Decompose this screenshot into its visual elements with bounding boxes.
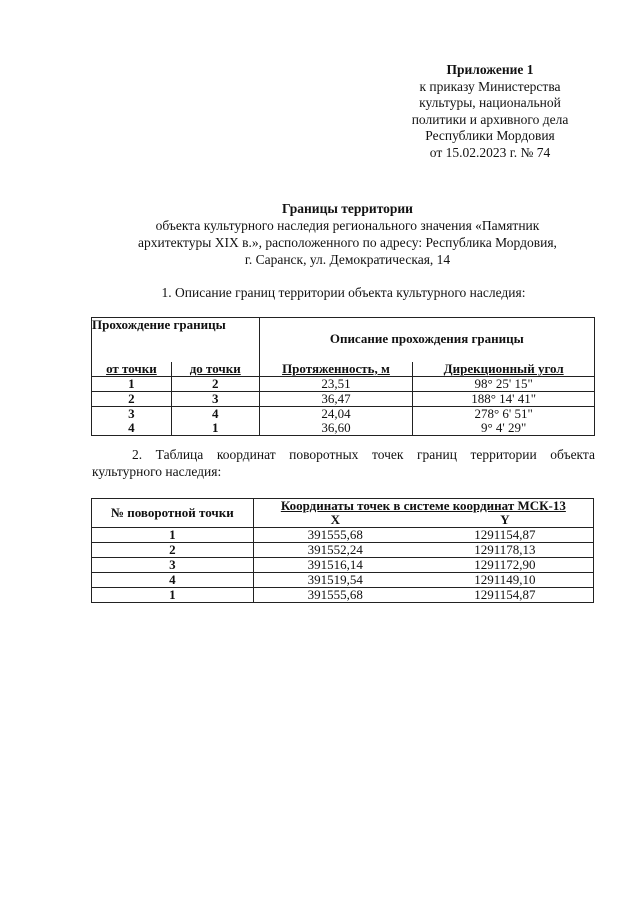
appendix-line: Республики Мордовия [425, 128, 555, 143]
table-row [92, 588, 594, 603]
cell-x: 391552,24 [253, 543, 417, 558]
appendix-line: политики и архивного дела [411, 111, 569, 127]
table-row [92, 543, 594, 558]
cell-length: 36,60 [259, 421, 413, 436]
table-row [92, 528, 594, 543]
cell-point: 1 [92, 528, 254, 543]
cell-y: 1291149,10 [417, 573, 594, 588]
document-subtitle-line: архитектуры XIX в.», расположенного по адресу: Республика Мордовия, [138, 235, 557, 250]
table-row [92, 377, 595, 392]
cell-x: 391555,68 [253, 528, 417, 543]
cell-angle: 188° 14' 41" [413, 392, 595, 407]
cell-to: 4 [171, 407, 259, 422]
cell-to: 2 [171, 377, 259, 392]
cell-y: 1291178,13 [417, 543, 594, 558]
appendix-line: к приказу Министерства [419, 78, 561, 94]
cell-to: 3 [171, 392, 259, 407]
section-1-heading: 1. Описание границ территории объекта культурного наследия: [161, 285, 526, 300]
col-from-header: от точки [92, 362, 172, 377]
cell-x: 391555,68 [253, 588, 417, 603]
appendix-title: Приложение 1 [446, 62, 534, 77]
header-boundary-description: Описание прохождения границы [329, 331, 524, 346]
cell-point: 1 [92, 588, 254, 603]
cell-x: 391519,54 [253, 573, 417, 588]
cell-y: 1291154,87 [417, 528, 594, 543]
cell-point: 3 [92, 558, 254, 573]
document-subtitle-line: объекта культурного наследия регионального значения «Памятник [155, 218, 540, 233]
appendix-line: культуры, национальной [419, 95, 561, 110]
col-y-header: Y [500, 512, 510, 527]
cell-y: 1291154,87 [417, 588, 594, 603]
cell-from: 2 [92, 392, 172, 407]
cell-angle: 98° 25' 15" [413, 377, 595, 392]
document-heading [100, 200, 595, 268]
cell-angle: 9° 4' 29" [480, 420, 527, 435]
document-title: Границы территории [282, 201, 413, 216]
table-subheader-row [92, 362, 595, 377]
document-subtitle-line: г. Саранск, ул. Демократическая, 14 [244, 252, 451, 267]
appendix-line: от 15.02.2023 г. № 74 [429, 144, 551, 160]
table-row [92, 407, 595, 422]
cell-from: 1 [92, 377, 172, 392]
table-row [92, 421, 595, 436]
cell-from: 3 [92, 407, 172, 422]
col-angle-header: Дирекционный угол [443, 361, 564, 376]
table-header-row [92, 318, 595, 363]
col-to-header: до точки [171, 362, 259, 377]
boundary-description-table [91, 317, 595, 436]
cell-length: 24,04 [259, 407, 413, 422]
header-point-number: № поворотной точки [92, 499, 254, 528]
cell-from: 4 [92, 421, 172, 436]
table-row [92, 392, 595, 407]
cell-angle: 278° 6' 51" [413, 407, 595, 422]
cell-point: 4 [92, 573, 254, 588]
table-row [92, 573, 594, 588]
table-header-row [92, 499, 594, 514]
col-length-header: Протяженность, м [259, 362, 413, 377]
header-boundary-passage: Прохождение границы [92, 318, 260, 363]
cell-length: 36,47 [259, 392, 413, 407]
appendix-block [400, 62, 580, 161]
coordinates-table [91, 498, 594, 603]
cell-y: 1291172,90 [417, 558, 594, 573]
cell-point: 2 [92, 543, 254, 558]
header-coordinates: Координаты точек в системе координат МСК-13 [280, 498, 566, 513]
col-x-header: X [330, 512, 340, 527]
section-2-heading: 2. Таблица координат поворотных точек границ территории объекта культурного наследия: [92, 447, 595, 479]
cell-length: 23,51 [259, 377, 413, 392]
cell-to: 1 [171, 421, 259, 436]
cell-x: 391516,14 [253, 558, 417, 573]
table-row [92, 558, 594, 573]
